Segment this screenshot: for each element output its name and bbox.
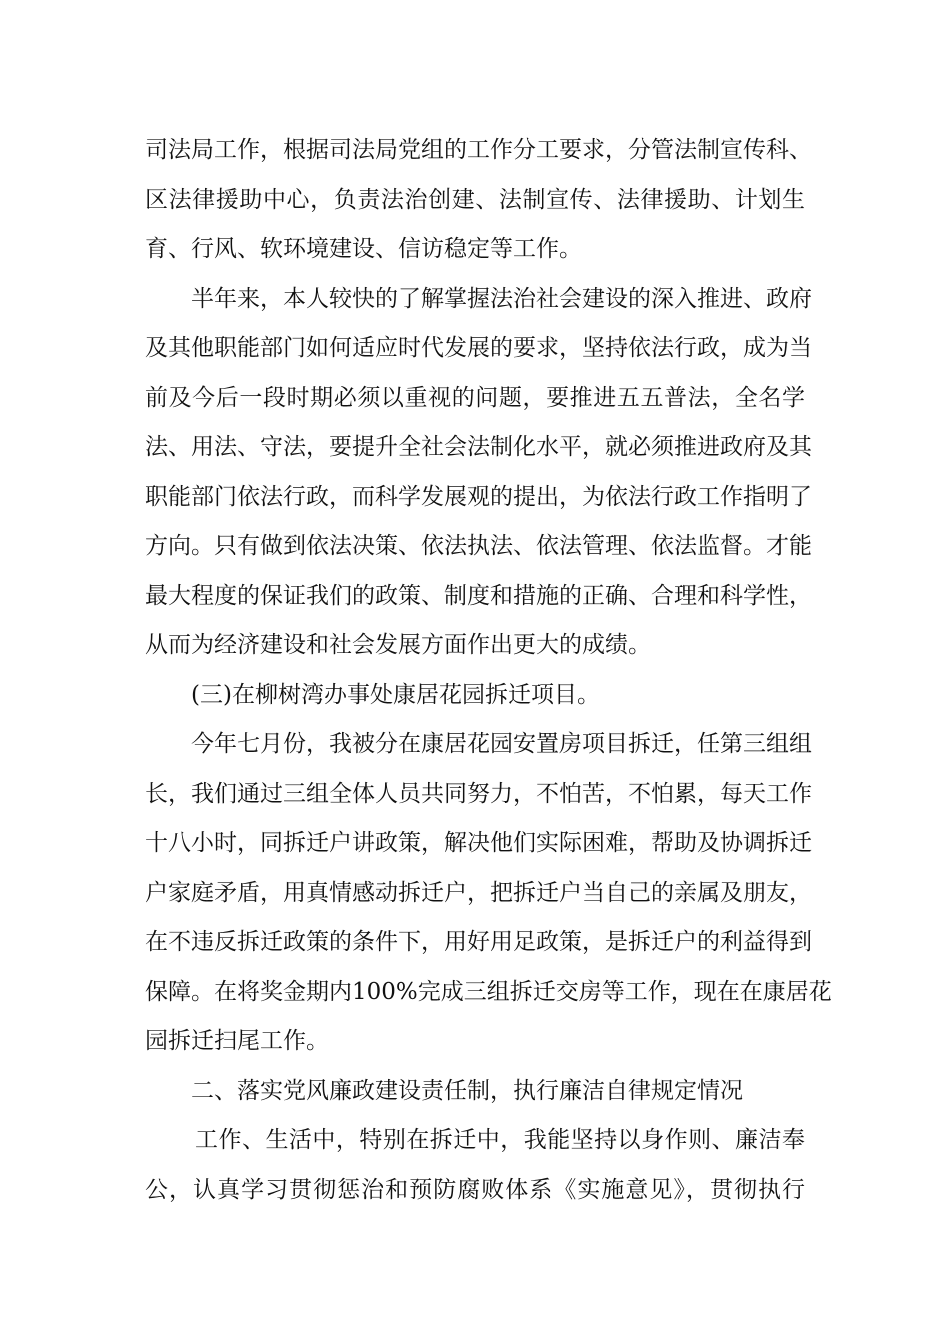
text-line: 最大程度的保证我们的政策、制度和措施的正确、合理和科学性，	[145, 582, 812, 609]
section-heading: 二、落实党风廉政建设责任制，执行廉洁自律规定情况	[191, 1077, 743, 1104]
text-line: 司法局工作，根据司法局党组的工作分工要求，分管法制宣传科、	[145, 137, 812, 163]
text-line: 保障。在将奖金期内100%完成三组拆迁交房等工作，现在在康居花	[145, 978, 832, 1005]
text-line: 在不违反拆迁政策的条件下，用好用足政策，是拆迁户的利益得到	[145, 929, 812, 955]
text-line: 长，我们通过三组全体人员共同努力，不怕苦，不怕累，每天工作	[145, 780, 812, 807]
text-line: 职能部门依法行政，而科学发展观的提出，为依法行政工作指明了	[145, 483, 812, 510]
text-line: 方向。只有做到依法决策、依法执法、依法管理、依法监督。才能	[145, 533, 812, 559]
text-line: 区法律援助中心，负责法治创建、法制宣传、法律援助、计划生	[145, 186, 805, 213]
body-text	[145, 126, 832, 1215]
paragraph-first-line: 半年来，本人较快的了解掌握法治社会建设的深入推进、政府	[191, 285, 812, 312]
text-line: 及其他职能部门如何适应时代发展的要求，坚持依法行政，成为当	[145, 335, 812, 361]
text-line: 公，认真学习贯彻惩治和预防腐败体系《实施意见》，贯彻执行	[145, 1176, 805, 1203]
text-line: 十八小时，同拆迁户讲政策，解决他们实际困难，帮助及协调拆迁	[145, 830, 812, 856]
text-line: 育、行风、软环境建设、信访稳定等工作。	[145, 236, 582, 262]
paragraph-first-line: 今年七月份，我被分在康居花园安置房项目拆迁，任第三组组	[191, 731, 812, 757]
text-line: 园拆迁扫尾工作。	[145, 1028, 329, 1054]
text-line: 从而为经济建设和社会发展方面作出更大的成绩。	[145, 632, 651, 658]
text-line: 法、用法、守法，要提升全社会法制化水平，就必须推进政府及其	[145, 434, 812, 460]
paragraph-first-line: 工作、生活中，特别在拆迁中，我能坚持以身作则、廉洁奉	[195, 1127, 805, 1153]
text-line: 前及今后一段时期必须以重视的问题，要推进五五普法，全名学	[145, 384, 805, 411]
text-line: 户家庭矛盾，用真情感动拆迁户，把拆迁户当自己的亲属及朋友，	[145, 879, 812, 906]
section-heading: (三)在柳树湾办事处康居花园拆迁项目。	[191, 681, 600, 708]
